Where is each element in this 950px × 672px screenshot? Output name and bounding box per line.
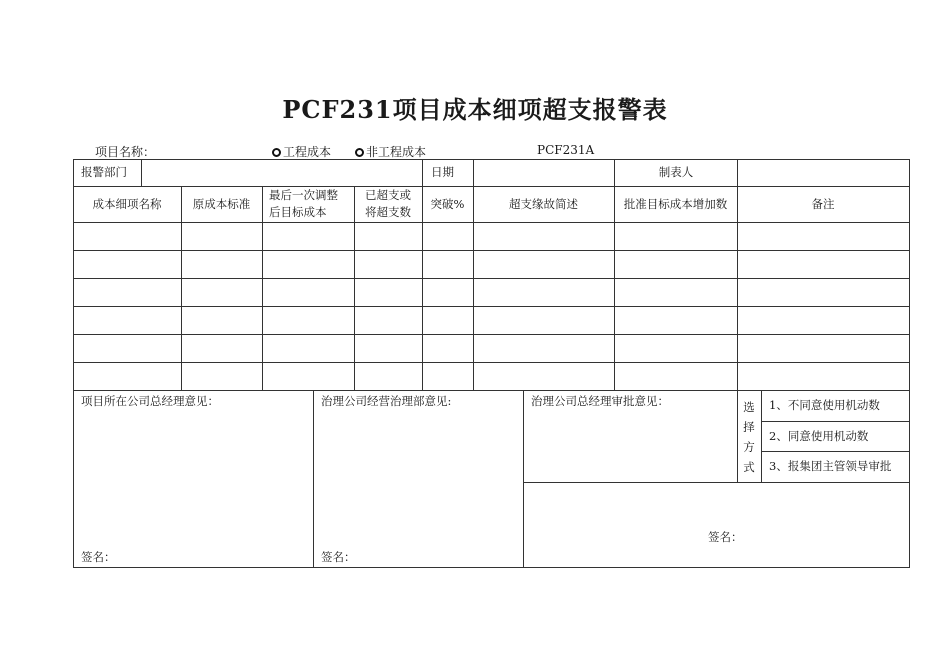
col-remarks: 备注 — [811, 196, 835, 211]
gm-sign-label: 签名： — [81, 549, 116, 564]
table-border-bottom — [73, 567, 910, 568]
col-adjusted-target-line1: 最后一次调整 — [269, 188, 338, 202]
table-rule — [73, 278, 910, 279]
ops-opinion-label: 治理公司经营治理部意见: — [321, 394, 452, 408]
table-rule — [73, 306, 910, 307]
date-label: 日期 — [431, 165, 454, 179]
table-rule-v — [313, 390, 314, 567]
col-approved-increase: 批准目标成本增加数 — [623, 196, 728, 211]
form-title: PCF231项目成本细项超支报警表 — [282, 95, 668, 124]
preparer-field[interactable] — [738, 159, 909, 186]
project-name-label: 项目名称： — [95, 145, 156, 159]
review-sign-label: 签名： — [708, 529, 743, 544]
col-original-standard: 原成本标准 — [192, 196, 251, 211]
col-adjusted-target — [269, 186, 354, 222]
table-rule-v — [523, 390, 524, 567]
radio-icon — [272, 148, 281, 157]
review-rule — [524, 482, 910, 483]
col-item-name: 成本细项名称 — [92, 196, 162, 211]
preparer-label: 制表人 — [658, 165, 694, 179]
non-engineering-cost-option[interactable] — [355, 143, 426, 160]
selection-char: 式 — [743, 460, 755, 474]
col-overspent — [354, 186, 422, 222]
option-approve-reserve[interactable]: 2、同意使用机动数 — [769, 428, 869, 443]
engineering-cost-label: 工程成本 — [283, 145, 332, 159]
col-overspent-line2: 将超支数 — [365, 205, 411, 219]
table-border-right — [909, 159, 910, 568]
col-breakthrough-pct: 突破% — [430, 196, 465, 211]
date-field[interactable] — [474, 159, 614, 186]
option-reject-reserve[interactable]: 1、不同意使用机动数 — [769, 398, 880, 412]
col-reason: 超支缘故简述 — [509, 196, 578, 211]
form-code: PCF231A — [537, 143, 595, 157]
gm-opinion-label: 项目所在公司总经理意见： — [81, 394, 219, 408]
report-table — [73, 159, 910, 568]
ops-sign-label: 签名： — [321, 549, 356, 564]
selection-char: 方 — [743, 440, 755, 454]
engineering-cost-option[interactable] — [272, 143, 331, 160]
dept-field[interactable] — [142, 159, 422, 186]
table-rule — [73, 222, 910, 223]
option-escalate-group[interactable]: 3、报集团主管领导审批 — [769, 459, 892, 473]
selection-char: 择 — [743, 420, 755, 434]
selection-char: 选 — [743, 400, 755, 414]
review-opinion-label: 治理公司总经理审批意见： — [531, 394, 669, 408]
non-engineering-cost-label: 非工程成本 — [366, 145, 427, 159]
table-rule — [73, 250, 910, 251]
dept-label: 报警部门 — [81, 165, 127, 179]
table-rule — [73, 334, 910, 335]
table-rule-v — [262, 186, 263, 390]
col-overspent-line1: 已超支或 — [365, 188, 411, 202]
selection-method-label — [737, 395, 761, 479]
table-rule — [73, 362, 910, 363]
radio-icon — [355, 148, 364, 157]
col-adjusted-target-line2: 后目标成本 — [269, 205, 327, 219]
